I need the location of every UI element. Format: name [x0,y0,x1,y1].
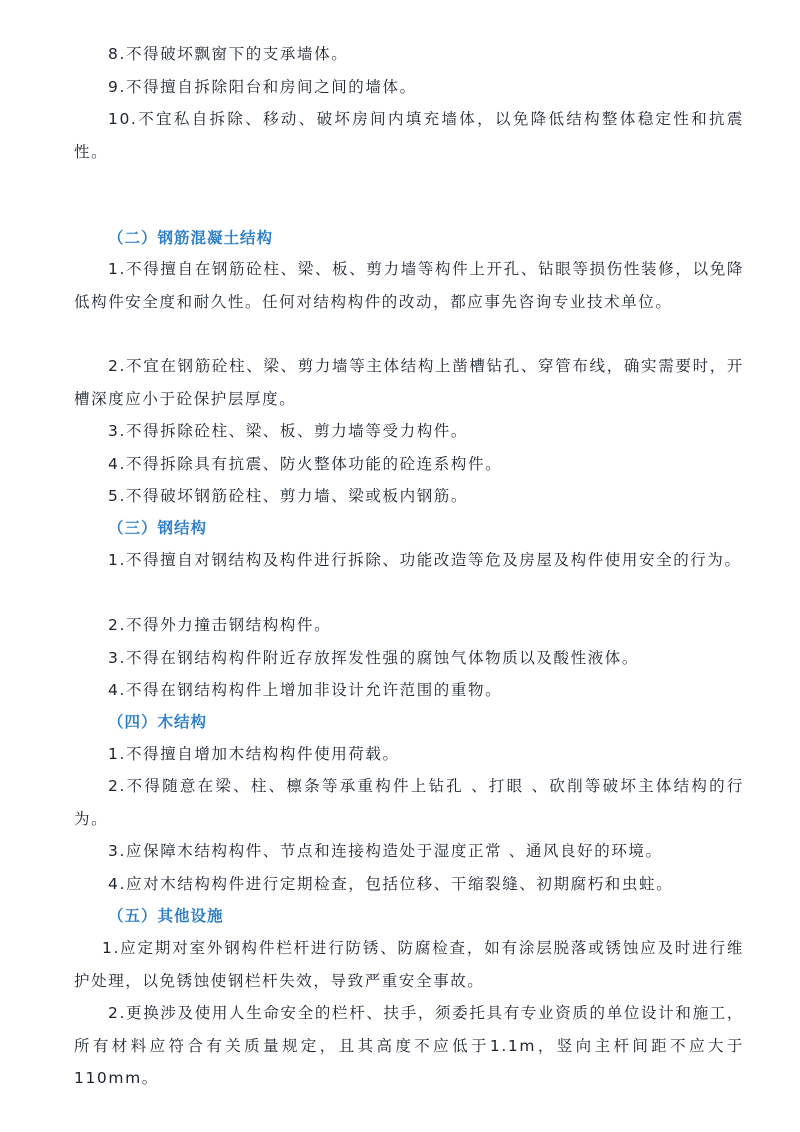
paragraph-concrete-1: 1.不得擅自在钢筋砼柱、梁、板、剪力墙等构件上开孔、钻眼等损伤性装修，以免降低构件安全度和耐久性。任何对结构构件的改动，都应事先咨询专业技术单位。 [74,260,744,311]
paragraph-timber-2: 2.不得随意在梁、柱、檩条等承重构件上钻孔 、打眼 、砍削等破坏主体结构的行为。 [74,777,744,828]
section-number: （二） [108,229,158,247]
paragraph-item-10: 10.不宜私自拆除、移动、破坏房间内填充墙体，以免降低结构整体稳定性和抗震性。 [74,110,744,161]
section-heading-steel [108,512,207,545]
paragraph-steel-1: 1.不得擅自对钢结构及构件进行拆除、功能改造等危及房屋及构件使用安全的行为。 [108,551,742,569]
paragraph-concrete-4: 4.不得拆除具有抗震、防火整体功能的砼连系构件。 [108,455,503,473]
paragraph-steel-4: 4.不得在钢结构构件上增加非设计允许范围的重物。 [108,681,503,699]
paragraph-concrete-5: 5.不得破坏钢筋砼柱、剪力墙、梁或板内钢筋。 [108,487,468,505]
paragraph-item-8: 8.不得破坏飘窗下的支承墙体。 [108,45,349,63]
paragraph-timber-1: 1.不得擅自增加木结构构件使用荷载。 [108,745,400,763]
paragraph-steel-2: 2.不得外力撞击钢结构构件。 [108,616,332,634]
paragraph-concrete-2: 2.不宜在钢筋砼柱、梁、剪力墙等主体结构上凿槽钻孔、穿管布线，确实需要时，开槽深度应小于砼保护层厚度。 [74,357,744,408]
section-title: 钢结构 [157,519,208,537]
section-heading-reinforced-concrete [108,222,273,255]
paragraph-item-9: 9.不得擅自拆除阳台和房间之间的墙体。 [108,78,417,96]
section-number: （五） [108,907,158,925]
section-number: （四） [108,713,158,731]
section-title: 木结构 [157,713,208,731]
section-heading-other-facilities [108,900,224,933]
paragraph-other-2: 2.更换涉及使用人生命安全的栏杆、扶手，须委托具有专业资质的单位设计和施工，所有材料应符合有关质量规定，且其高度不应低于1.1m，竖向主杆间距不应大于110mm。 [74,1004,744,1087]
paragraph-other-1: 1.应定期对室外钢构件栏杆进行防锈、防腐检查，如有涂层脱落或锈蚀应及时进行维护处理，以免锈蚀使钢栏杆失效，导致严重安全事故。 [74,939,744,990]
paragraph-timber-4: 4.应对木结构构件进行定期检查，包括位移、干缩裂缝、初期腐朽和虫蛀。 [108,875,674,893]
paragraph-steel-3: 3.不得在钢结构构件附近存放挥发性强的腐蚀气体物质以及酸性液体。 [108,649,639,667]
section-title: 钢筋混凝土结构 [157,229,274,247]
section-number: （三） [108,519,158,537]
section-title: 其他设施 [157,907,224,925]
paragraph-concrete-3: 3.不得拆除砼柱、梁、板、剪力墙等受力构件。 [108,422,468,440]
section-heading-timber [108,706,207,739]
paragraph-timber-3: 3.应保障木结构构件、节点和连接构造处于湿度正常 、通风良好的环境。 [108,842,663,860]
